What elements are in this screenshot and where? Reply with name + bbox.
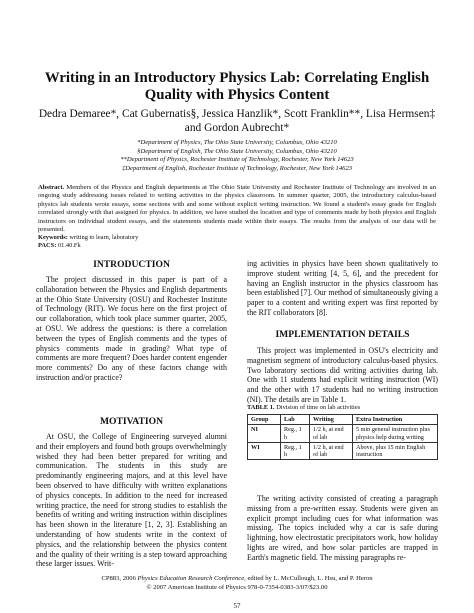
paragraph: At OSU, the College of Engineering surveyed alumni and their employers and found both groups overwhelmingly wished they had been better prepared for writing and communication. The students in this study are predominantly engineering majors, and at this level have been observed to have difficulty with written explanations of physics concepts. In addition to the need for increased writing practice, the need for strong studies to establish the benefits of writing and writing instruction within disciplines has been shown in the literature [1, 2, 3]. Establishing an understanding of how students write in the context of physics, and the relationship between the physics content and the quality of their writing is a step toward approaching these larger issues. Writ- — [36, 432, 227, 569]
paragraph: The writing activity consisted of creating a paragraph missing from a pre-written essay. Students were given an explicit prompt including cues for what information was missing. The topics included why a car is safe during lightning, how electrostatic precipitators work, how holiday lights are wired, and how solar particles are trapped in Earth's magnetic field. The missing paragraphs re- — [247, 494, 438, 562]
keywords-label: Keywords: — [38, 234, 68, 241]
abstract-label: Abstract. — [38, 184, 65, 191]
affiliation-line: §Department of English, The Ohio State University, Columbus, Ohio 43210 — [137, 147, 337, 155]
paper-title: Writing in an Introductory Physics Lab: Correlating English Quality with Physics Content — [44, 70, 430, 103]
table-cell: 1/2 h, at end of lab — [310, 425, 353, 443]
citation-prefix: CP883, 2006 — [101, 575, 138, 582]
affiliation-line: **Department of Physics, Rochester Institute of Technology, Rochester, New York 14623 — [120, 156, 354, 164]
section-heading-implementation: IMPLEMENTATION DETAILS — [275, 329, 410, 340]
table-cell: NI — [248, 425, 281, 443]
table-caption-label: TABLE 1. — [247, 404, 275, 411]
affiliation-line: ‡Department of English, Rochester Institute of Technology, Rochester, New York 14623 — [121, 164, 353, 172]
table-cell: Reg., 1 h — [281, 425, 310, 443]
section-heading-motivation: MOTIVATION — [99, 416, 164, 427]
keywords-block — [38, 234, 436, 250]
citation-editors: , edited by L. McCullough, L. Hsu, and P. Heron — [244, 575, 373, 582]
implementation-body — [247, 346, 438, 405]
copyright-line: © 2007 American Institute of Physics 978-0-7354-0383-3/07/$23.00 — [146, 583, 328, 591]
introduction-body — [36, 275, 227, 383]
table-header-cell: Writing — [310, 415, 353, 425]
page-number: 57 — [233, 602, 241, 610]
table-row — [248, 442, 438, 460]
table-caption — [247, 404, 360, 411]
author-list: Dedra Demaree*, Cat Gubernatis§, Jessica Hanzlik*, Scott Franklin**, Lisa Hermsen‡ and Gordon Aubrecht* — [38, 108, 436, 134]
paragraph: This project was implemented in OSU's electricity and magnetism segment of introductory calculus-based physics. Two laboratory sections did writing activities during lab. One with 11 students had explicit writing instruction (WI) and the other with 17 students had no writing instruction (NI). The details are in Table 1. — [247, 346, 438, 404]
table-cell: 1/2 h, at end of lab — [310, 442, 353, 460]
abstract-text: Members of the Physics and English departments at The Ohio State University and Rochester Institute of Technology are involved in an ongoing study addressing issues related to writing activities in the physics classroom. In summer quarter, 2005, the introductory calculus-based physics lab students wrote essays, some sections with and some without explicit writing instruction. We found a student's essay grade for English correlated strongly with that assigned for physics. In addition, we have studied the location and type of comments made by both physics and English instructors on individual student essays, and the statements students made within their essays. The results from the analysis of our data will be presented. — [38, 184, 436, 234]
table-cell: WI — [248, 442, 281, 460]
table-cell: Reg., 1 h — [281, 442, 310, 460]
paragraph: The project discussed in this paper is part of a collaboration between the Physics and English departments at the Ohio State University (OSU) and Rochester Institute of Technology (RIT). We focus here on the first project of our collaboration, which took place summer quarter, 2005, at OSU. We address the questions: is there a correlation between the types of English comments and the types of physics comments made in grading? What type of comments are more frequent? Does harder content engender more comments? Do any of these factors change with instruction and/or practice? — [36, 275, 227, 382]
pacs-label: PACS: — [38, 242, 57, 249]
pacs-text: 01.40.Fk — [56, 242, 81, 249]
keywords-text: writing to learn, laboratory — [67, 234, 139, 241]
affiliation-line: *Department of Physics, The Ohio State University, Columbus, Ohio 43210 — [137, 139, 337, 146]
citation-line — [30, 575, 444, 584]
table-header-cell: Lab — [281, 415, 310, 425]
table-cell: 5 min general instruction plus physics help during writing — [353, 425, 438, 443]
page-footer — [30, 575, 444, 592]
table-header-cell: Extra Instruction — [353, 415, 438, 425]
table-caption-text: Division of time on lab activities — [274, 404, 361, 411]
motivation-body — [36, 432, 227, 569]
implementation-body-continued — [247, 494, 438, 563]
affiliations — [30, 139, 444, 173]
table-1 — [247, 414, 438, 460]
table-row — [248, 425, 438, 443]
table-header-cell: Group — [248, 415, 281, 425]
paragraph: ing activities in physics have been shown qualitatively to improve student writing [4, 5, 6], and the precedent for having an English instructor in the physics classroom has been established [7]. Our method of simultaneously giving a paper to a content and writing expert was first reported by the RIT collaborators [8]. — [247, 259, 438, 317]
right-column-top — [247, 259, 438, 318]
table-cell: Above, plus 15 min English instruction — [353, 442, 438, 460]
abstract — [38, 184, 436, 234]
section-heading-introduction: INTRODUCTION — [93, 259, 170, 270]
conference-name: Physics Education Research Conference — [137, 575, 245, 582]
table-header-row — [248, 415, 438, 425]
